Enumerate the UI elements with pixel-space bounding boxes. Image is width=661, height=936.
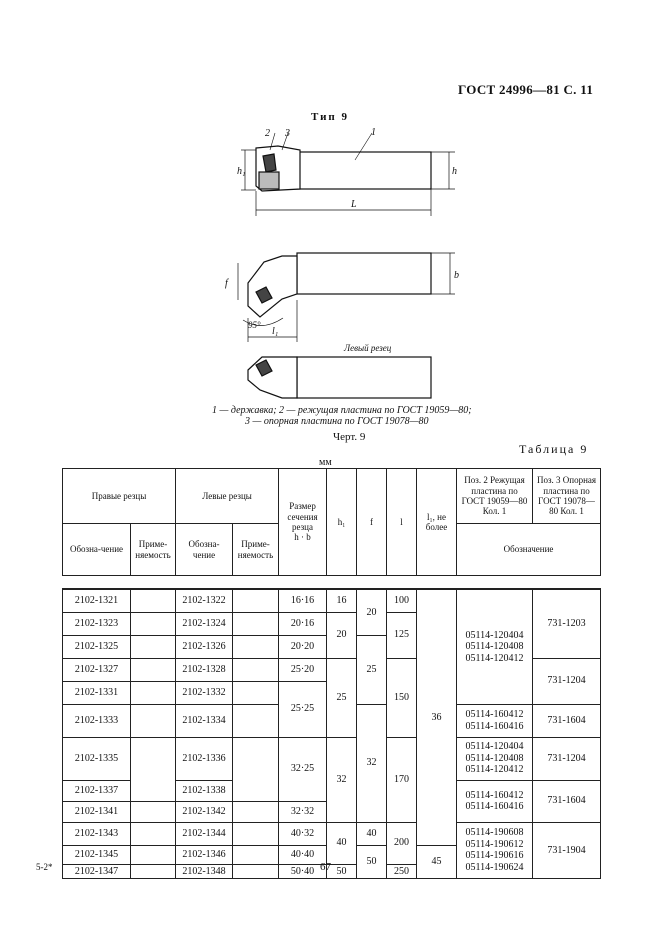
table-cell: 16·16	[279, 589, 327, 612]
table-cell: 170	[387, 737, 417, 822]
table-cell: 731-1204	[533, 658, 601, 704]
table-cell: 2102-1346	[176, 845, 233, 864]
label-L: L	[351, 199, 357, 210]
table-cell: 2102-1331	[63, 681, 131, 704]
table-cell: 2102-1345	[63, 845, 131, 864]
table-cell: 150	[387, 658, 417, 737]
table-cell: 2102-1327	[63, 658, 131, 681]
table-cell: 731-1904	[533, 822, 601, 879]
label-f: f	[225, 278, 228, 289]
figure-caption: Черт. 9	[333, 431, 366, 443]
table-cell: 40	[327, 822, 357, 864]
figure-type-title: Тип 9	[311, 111, 349, 123]
header-section: Размер сечения резца h · b	[279, 469, 327, 576]
label-1: 1	[371, 127, 376, 138]
label-h1: h₁	[237, 166, 246, 177]
table-cell: 2102-1324	[176, 612, 233, 635]
table-cell: 731-1204	[533, 737, 601, 780]
table-cell: 2102-1341	[63, 801, 131, 822]
table-cell: 45	[417, 845, 457, 879]
legend-line-2: 3 — опорная пластина по ГОСТ 19078—80	[245, 416, 429, 427]
label-l1: l₁	[272, 326, 279, 337]
label-3: 3	[285, 128, 290, 139]
table-cell: 20	[357, 589, 387, 635]
table-cell: 32	[327, 737, 357, 822]
table-cell: 20·20	[279, 635, 327, 658]
label-h: h	[452, 166, 457, 177]
header-applicability-left: Приме-няемость	[233, 524, 279, 576]
header-designation-right: Обозна-чение	[63, 524, 131, 576]
table-cell: 20·16	[279, 612, 327, 635]
left-cutter-caption: Левый резец	[344, 343, 392, 353]
table-cell: 2102-1347	[63, 864, 131, 879]
header-f: f	[357, 469, 387, 576]
label-angle: 95°	[248, 320, 261, 330]
table-cell: 32·25	[279, 737, 327, 801]
table-cell: 05114-190608 05114-190612 05114-190616 05114-190624	[457, 822, 533, 879]
table-cell: 50·40	[279, 864, 327, 879]
table-cell: 40·32	[279, 822, 327, 845]
table-cell: 50	[357, 845, 387, 879]
table-cell: 731-1604	[533, 780, 601, 822]
table-cell: 2102-1337	[63, 780, 131, 801]
table-cell: 32·32	[279, 801, 327, 822]
header-designation-sub: Обозначение	[457, 524, 601, 576]
table-cell: 250	[387, 864, 417, 879]
table-cell: 125	[387, 612, 417, 658]
table-cell: 2102-1333	[63, 704, 131, 737]
page-number: 67	[320, 861, 331, 873]
left-cutter-view	[248, 357, 431, 398]
table-cell: 05114-120404 05114-120408 05114-120412	[457, 589, 533, 704]
table-cell: 40·40	[279, 845, 327, 864]
table-cell: 32	[357, 704, 387, 822]
table-cell: 25·25	[279, 681, 327, 737]
dimensions-table	[62, 468, 601, 879]
cutter-drawing	[0, 0, 661, 440]
table-cell: 25	[327, 658, 357, 737]
table-cell: 200	[387, 822, 417, 864]
table-cell: 25·20	[279, 658, 327, 681]
table-cell: 100	[387, 589, 417, 612]
table-cell: 2102-1334	[176, 704, 233, 737]
table-cell: 2102-1332	[176, 681, 233, 704]
document-header: ГОСТ 24996—81 С. 11	[458, 82, 594, 97]
table-cell: 50	[327, 864, 357, 879]
table-cell: 2102-1348	[176, 864, 233, 879]
header-h1: h₁	[327, 469, 357, 576]
table-cell: 2102-1335	[63, 737, 131, 780]
table-cell: 05114-160412 05114-160416	[457, 780, 533, 822]
table-cell: 2102-1321	[63, 589, 131, 612]
header-pos3: Поз. 3 Опорная пластина по ГОСТ 19078—80 Кол. 1	[533, 469, 601, 524]
table-cell: 05114-120404 05114-120408 05114-120412	[457, 737, 533, 780]
table-cell: 2102-1336	[176, 737, 233, 780]
header-left-cutters: Левые резцы	[176, 469, 279, 524]
plan-view	[238, 253, 455, 342]
table-cell: 20	[327, 612, 357, 658]
table-cell: 2102-1344	[176, 822, 233, 845]
table-units: мм	[319, 457, 332, 468]
header-l: l	[387, 469, 417, 576]
side-view	[241, 133, 455, 216]
label-2: 2	[265, 128, 270, 139]
table-cell: 2102-1338	[176, 780, 233, 801]
table-cell: 25	[357, 635, 387, 704]
table-cell: 2102-1322	[176, 589, 233, 612]
table-cell: 40	[357, 822, 387, 845]
label-b: b	[454, 270, 459, 281]
table-cell: 2102-1323	[63, 612, 131, 635]
table-cell: 2102-1325	[63, 635, 131, 658]
table-cell: 2102-1328	[176, 658, 233, 681]
table-cell: 2102-1343	[63, 822, 131, 845]
table-cell: 16	[327, 589, 357, 612]
table-cell: 731-1604	[533, 704, 601, 737]
table-cell: 36	[417, 589, 457, 845]
table-cell: 731-1203	[533, 589, 601, 658]
table-cell: 2102-1342	[176, 801, 233, 822]
table-caption: Таблица 9	[519, 442, 589, 456]
table-cell: 05114-160412 05114-160416	[457, 704, 533, 737]
header-pos2: Поз. 2 Режущая пластина по ГОСТ 19059—80 Кол. 1	[457, 469, 533, 524]
corner-note: 5-2*	[36, 862, 53, 872]
header-applicability-right: Приме-няемость	[131, 524, 176, 576]
legend-line-1: 1 — державка; 2 — режущая пластина по ГОСТ 19059—80;	[212, 405, 472, 416]
header-designation-left: Обозна-чение	[176, 524, 233, 576]
header-l1: l₁, не более	[417, 469, 457, 576]
table-cell: 2102-1326	[176, 635, 233, 658]
header-right-cutters: Правые резцы	[63, 469, 176, 524]
